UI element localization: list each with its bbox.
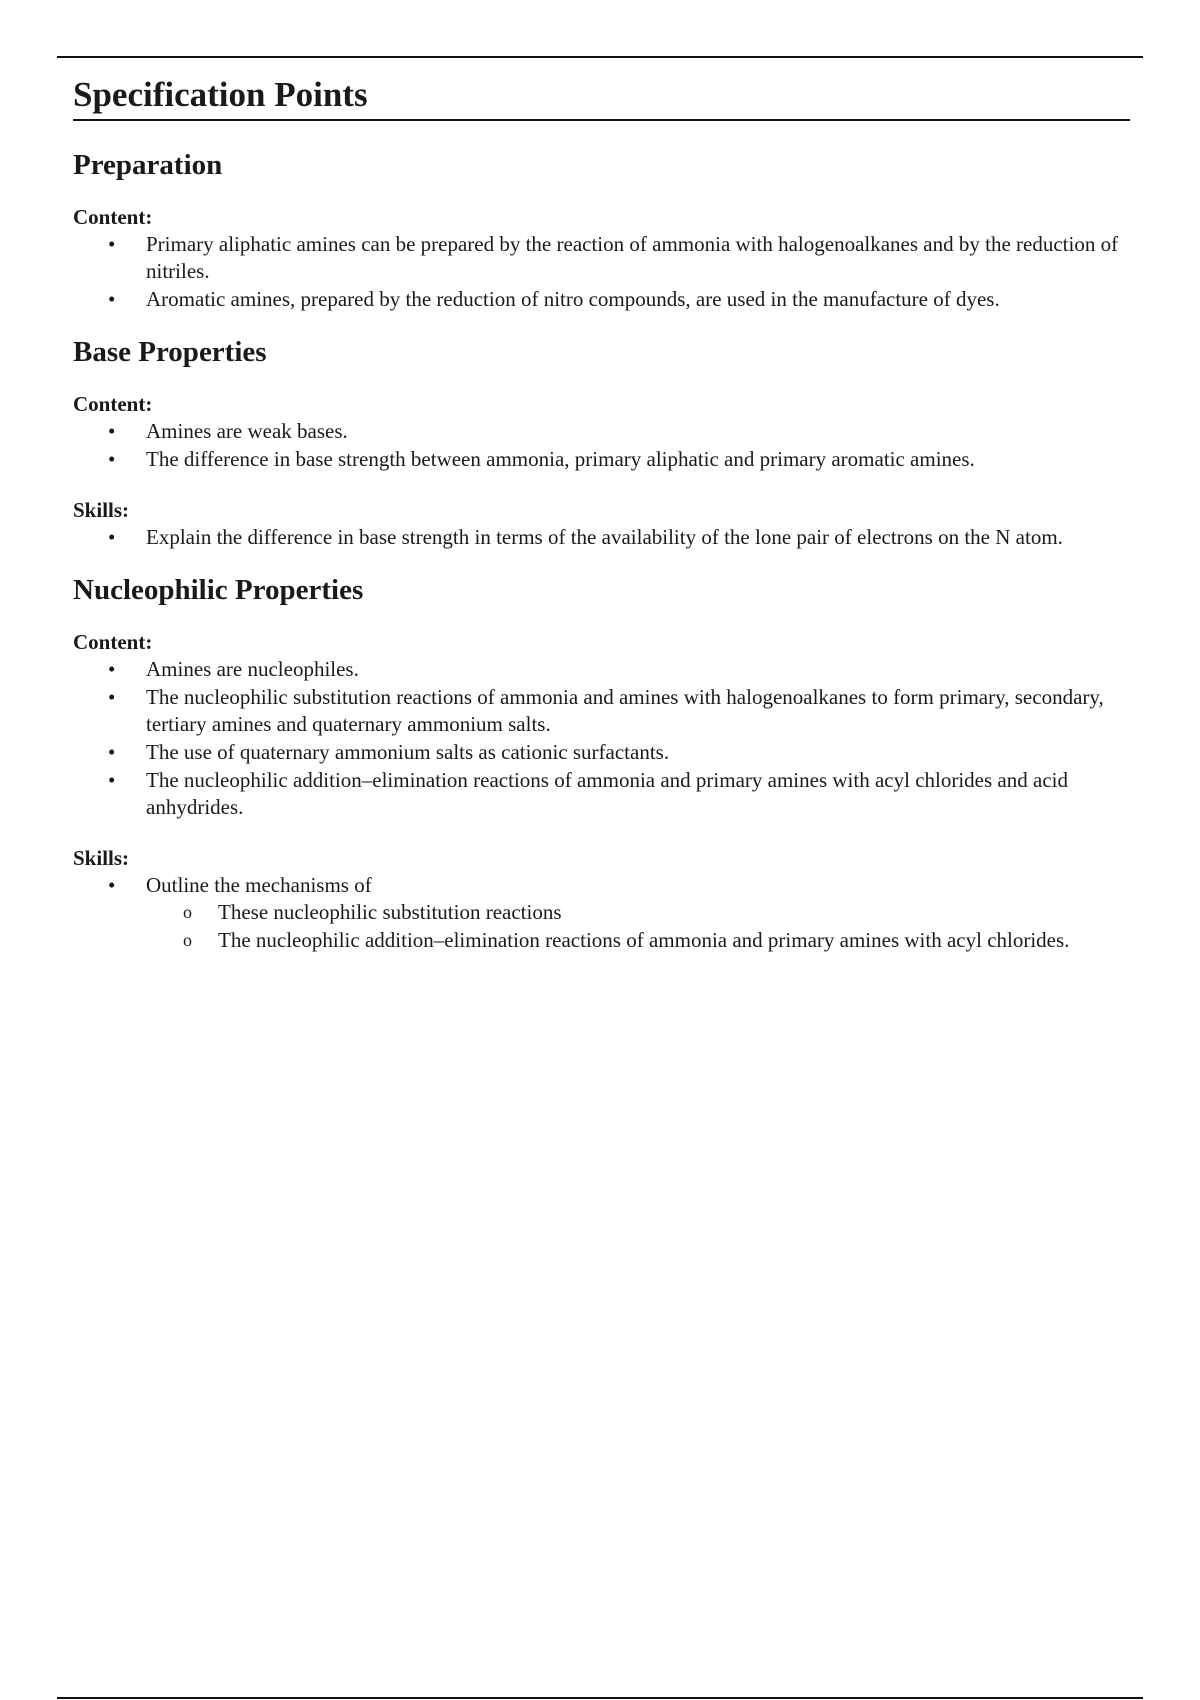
list-item bbox=[73, 231, 1131, 285]
section-heading: Nucleophilic Properties bbox=[73, 574, 364, 606]
list-item bbox=[73, 767, 1131, 821]
list-item bbox=[73, 656, 1131, 683]
list-item-text: Amines are nucleophiles. bbox=[146, 657, 359, 681]
list-item bbox=[73, 684, 1131, 738]
bullet-icon: • bbox=[108, 740, 116, 764]
bullet-icon: • bbox=[108, 447, 116, 471]
content-list bbox=[73, 418, 1131, 473]
bullet-icon: • bbox=[108, 232, 116, 256]
list-item-text: Primary aliphatic amines can be prepared by the reaction of ammonia with halogenoalkanes and by the reduction of nitriles. bbox=[146, 232, 1119, 283]
bullet-icon: • bbox=[108, 287, 116, 311]
list-item-text: Explain the difference in base strength in terms of the availability of the lone pair of electrons on the N atom. bbox=[146, 525, 1063, 549]
content-list bbox=[73, 231, 1131, 313]
sub-list-item bbox=[73, 899, 1131, 926]
bullet-icon: • bbox=[108, 657, 116, 681]
list-item bbox=[73, 418, 1131, 445]
page-title: Specification Points bbox=[73, 72, 1130, 121]
list-item-text: The use of quaternary ammonium salts as cationic surfactants. bbox=[146, 740, 670, 764]
sub-list-item-text: The nucleophilic addition–elimination reactions of ammonia and primary amines with acyl chlorides. bbox=[218, 928, 1070, 952]
section-base-properties bbox=[73, 332, 1131, 551]
skills-list bbox=[73, 524, 1131, 551]
section-nucleophilic-properties bbox=[73, 570, 1131, 954]
skills-label: Skills: bbox=[73, 498, 130, 522]
section-heading: Base Properties bbox=[73, 336, 267, 368]
list-item-text: Aromatic amines, prepared by the reduction of nitro compounds, are used in the manufacture of dyes. bbox=[146, 287, 1000, 311]
skills-label: Skills: bbox=[73, 846, 130, 870]
list-item bbox=[73, 739, 1131, 766]
list-item bbox=[73, 446, 1131, 473]
document-page bbox=[73, 72, 1131, 955]
sub-list-item-text: These nucleophilic substitution reactions bbox=[218, 900, 562, 924]
list-item bbox=[73, 524, 1131, 551]
sub-list bbox=[146, 899, 1131, 954]
bullet-icon: • bbox=[108, 685, 116, 709]
hollow-bullet-icon: o bbox=[183, 930, 192, 950]
content-label: Content: bbox=[73, 630, 153, 654]
hollow-bullet-icon: o bbox=[183, 902, 192, 922]
content-label: Content: bbox=[73, 392, 153, 416]
list-item bbox=[73, 286, 1131, 313]
skills-list bbox=[73, 872, 1131, 954]
section-heading: Preparation bbox=[73, 149, 223, 181]
content-list bbox=[73, 656, 1131, 821]
list-item-text: The difference in base strength between ammonia, primary aliphatic and primary aromatic amines. bbox=[146, 447, 975, 471]
bullet-icon: • bbox=[108, 768, 116, 792]
top-rule bbox=[57, 56, 1143, 58]
content-label: Content: bbox=[73, 205, 153, 229]
sub-list-item bbox=[73, 927, 1131, 954]
list-item bbox=[73, 872, 1131, 954]
bullet-icon: • bbox=[108, 525, 116, 549]
list-item-text: The nucleophilic substitution reactions of ammonia and amines with halogenoalkanes to form primary, secondary, tertiary amines and quaternary ammonium salts. bbox=[146, 685, 1104, 736]
bottom-rule bbox=[57, 1697, 1143, 1699]
list-item-text: Outline the mechanisms of bbox=[146, 873, 372, 897]
bullet-icon: • bbox=[108, 873, 116, 897]
section-preparation bbox=[73, 145, 1131, 313]
list-item-text: The nucleophilic addition–elimination reactions of ammonia and primary amines with acyl chlorides and acid anhydrides. bbox=[146, 768, 1068, 819]
list-item-text: Amines are weak bases. bbox=[146, 419, 348, 443]
bullet-icon: • bbox=[108, 419, 116, 443]
